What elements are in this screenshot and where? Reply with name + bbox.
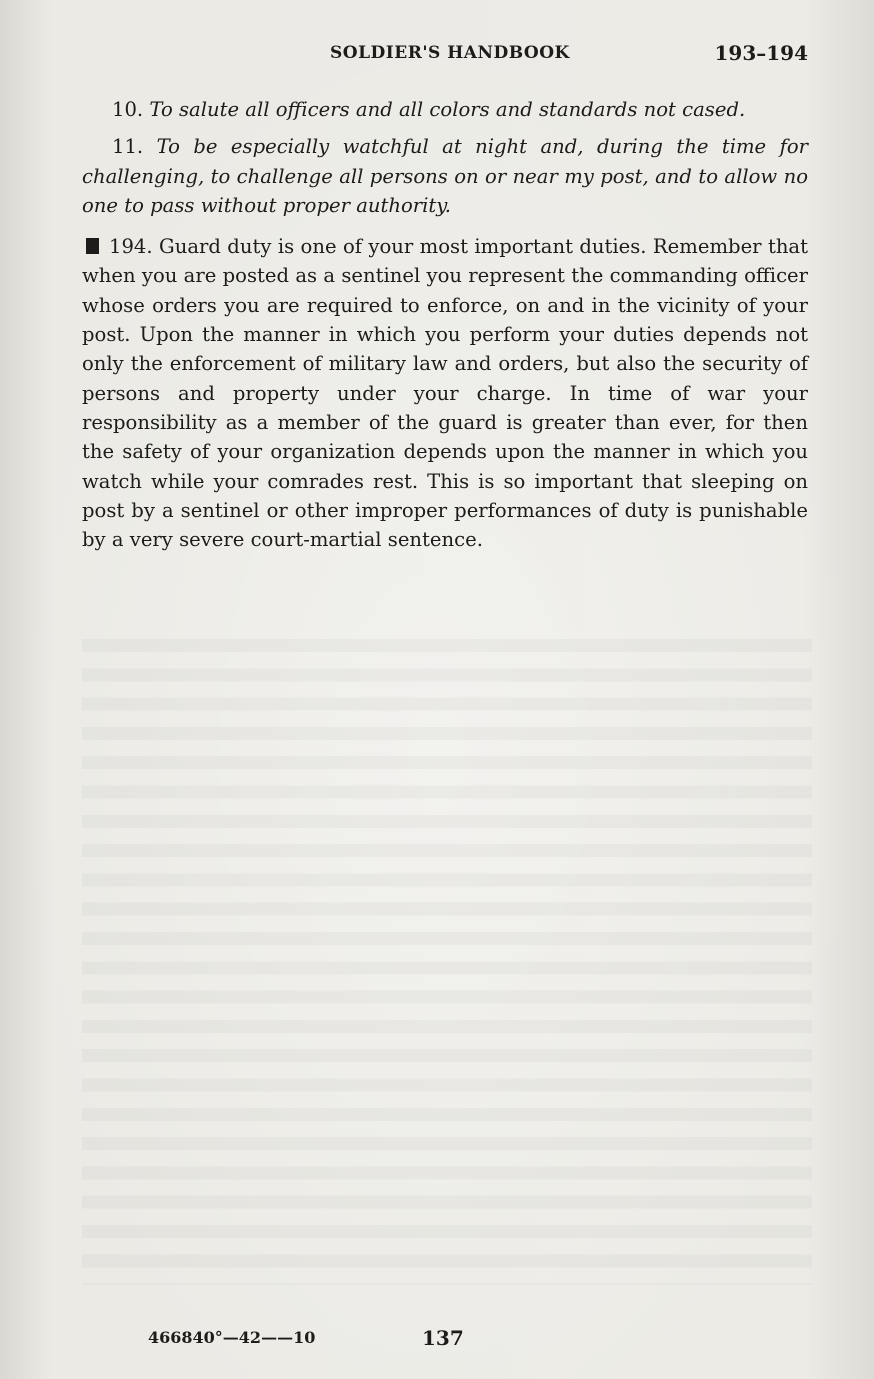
item-number: 10. bbox=[112, 98, 144, 121]
running-head-title: SOLDIER'S HANDBOOK bbox=[330, 43, 570, 63]
body-text bbox=[82, 95, 808, 562]
show-through-background bbox=[82, 625, 812, 1285]
list-item-11 bbox=[82, 132, 808, 220]
section-194-paragraph bbox=[82, 232, 808, 554]
page-footer bbox=[0, 1320, 874, 1360]
page-number: 137 bbox=[422, 1326, 464, 1350]
section-text: Guard duty is one of your most important duties. Remember that when you are posted as a sentinel you represent the commanding officer whose orders you are required to enforce, on and in the vicinity of your post. Upon the manner in which you perform your duties depends not only the enforcement of military law and orders, but also the security of persons and property under your charge. In time of war your responsibility as a member of the guard is greater than ever, for then the safety of your organization depends upon the manner in which you watch while your comrades rest. This is so important that sleeping on post by a sentinel or other improper performances of duty is punishable by a very severe court-martial sentence. bbox=[82, 235, 808, 552]
running-head-page-range: 193–194 bbox=[714, 41, 808, 65]
item-text: To salute all officers and all colors and standards not cased. bbox=[149, 98, 746, 121]
section-number: 194. bbox=[109, 235, 153, 259]
section-marker-icon bbox=[86, 238, 99, 254]
item-text: To be especially watchful at night and, during the time for challenging, to challenge all persons on or near my post, and to allow no one to pass without proper authority. bbox=[82, 135, 808, 217]
list-item-10 bbox=[82, 95, 808, 124]
printer-signature: 466840°—42——10 bbox=[148, 1328, 316, 1347]
running-head bbox=[0, 40, 874, 70]
item-number: 11. bbox=[112, 135, 144, 159]
